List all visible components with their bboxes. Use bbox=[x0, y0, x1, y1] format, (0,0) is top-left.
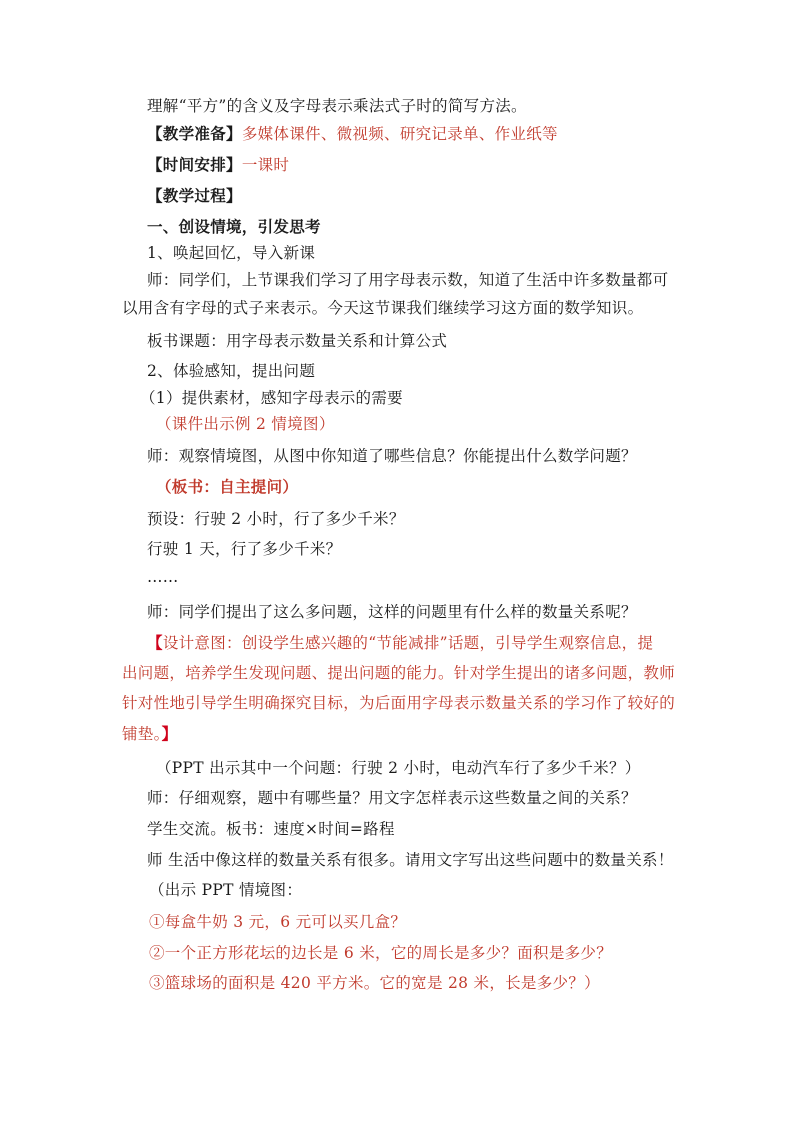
design-open-bracket: 【 bbox=[147, 633, 163, 652]
prep-text: 多媒体课件、微视频、研究记录单、作业纸等 bbox=[241, 125, 558, 143]
subsection-2: 2、体验感知，提出问题 bbox=[147, 362, 316, 380]
teacher-line-4: 师：仔细观察，题中有哪些量？用文字怎样表示这些数量之间的关系？ bbox=[147, 789, 637, 807]
board-title-line: 板书课题：用字母表示数量关系和计算公式 bbox=[147, 332, 448, 350]
board-self-question: （板书：自主提问） bbox=[156, 477, 299, 496]
teacher-line-5: 师 生活中像这样的数量关系有很多。请用文字写出这些问题中的数量关系！ bbox=[147, 851, 674, 869]
teacher-line-2: 师：观察情境图，从图中你知道了哪些信息？你能提出什么数学问题？ bbox=[147, 447, 637, 465]
subsection-1: 1、唤起回忆，导入新课 bbox=[147, 244, 316, 262]
teacher-line-3: 师：同学们提出了这么多问题，这样的问题里有什么样的数量关系呢？ bbox=[147, 603, 637, 621]
problem-1: ①每盒牛奶 3 元，6 元可以买几盒？ bbox=[149, 913, 407, 931]
design-close-bracket: 】 bbox=[161, 724, 178, 743]
time-label: 【时间安排】 bbox=[147, 155, 242, 174]
preset-2: 行驶 1 天，行了多少千米？ bbox=[147, 540, 342, 558]
time-line bbox=[147, 155, 289, 175]
ppt-scene-note: （出示 PPT 情境图： bbox=[149, 881, 303, 899]
prep-label: 【教学准备】 bbox=[147, 124, 242, 143]
problem-2: ②一个正方形花坛的边长是 6 米，它的周长是多少？面积是多少？ bbox=[149, 944, 613, 962]
design-text-1: 设计意图：创设学生感兴趣的“节能减排”话题，引导学生观察信息，提 bbox=[162, 634, 654, 652]
design-intent-line-2: 出问题，培养学生发现问题、提出问题的能力。针对学生提出的诸多问题，教师 bbox=[122, 664, 676, 682]
subsection-2-1: （1）提供素材，感知字母表示的需要 bbox=[140, 389, 403, 407]
courseware-note: （课件出示例 2 情境图） bbox=[156, 415, 335, 433]
preset-1: 预设：行驶 2 小时，行了多少千米？ bbox=[147, 510, 405, 528]
design-intent-line-3: 针对性地引导学生明确探究目标，为后面用字母表示数量关系的学习作了较好的 bbox=[122, 694, 676, 712]
intro-line: 理解“平方”的含义及字母表示乘法式子时的简写方法。 bbox=[147, 97, 527, 115]
design-text-4: 铺垫。 bbox=[122, 725, 162, 743]
ppt-question-note: （PPT 出示其中一个问题：行驶 2 小时，电动汽车行了多少千米？） bbox=[156, 759, 641, 777]
process-heading: 【教学过程】 bbox=[147, 186, 242, 205]
student-board-line: 学生交流。板书：速度×时间=路程 bbox=[147, 820, 395, 838]
teacher-line-1b: 以用含有字母的式子来表示。今天这节课我们继续学习这方面的数学知识。 bbox=[122, 299, 644, 317]
teacher-line-1a: 师：同学们，上节课我们学习了用字母表示数，知道了生活中许多数量都可 bbox=[147, 271, 669, 289]
design-intent-line-1 bbox=[147, 633, 653, 653]
prep-line bbox=[147, 124, 558, 144]
ellipsis: …… bbox=[147, 568, 179, 586]
problem-3: ③篮球场的面积是 420 平方米。它的宽是 28 米，长是多少？） bbox=[149, 974, 600, 992]
time-text: 一课时 bbox=[241, 156, 290, 174]
section-1-heading: 一、创设情境，引发思考 bbox=[147, 217, 321, 236]
design-intent-line-4 bbox=[122, 724, 177, 744]
